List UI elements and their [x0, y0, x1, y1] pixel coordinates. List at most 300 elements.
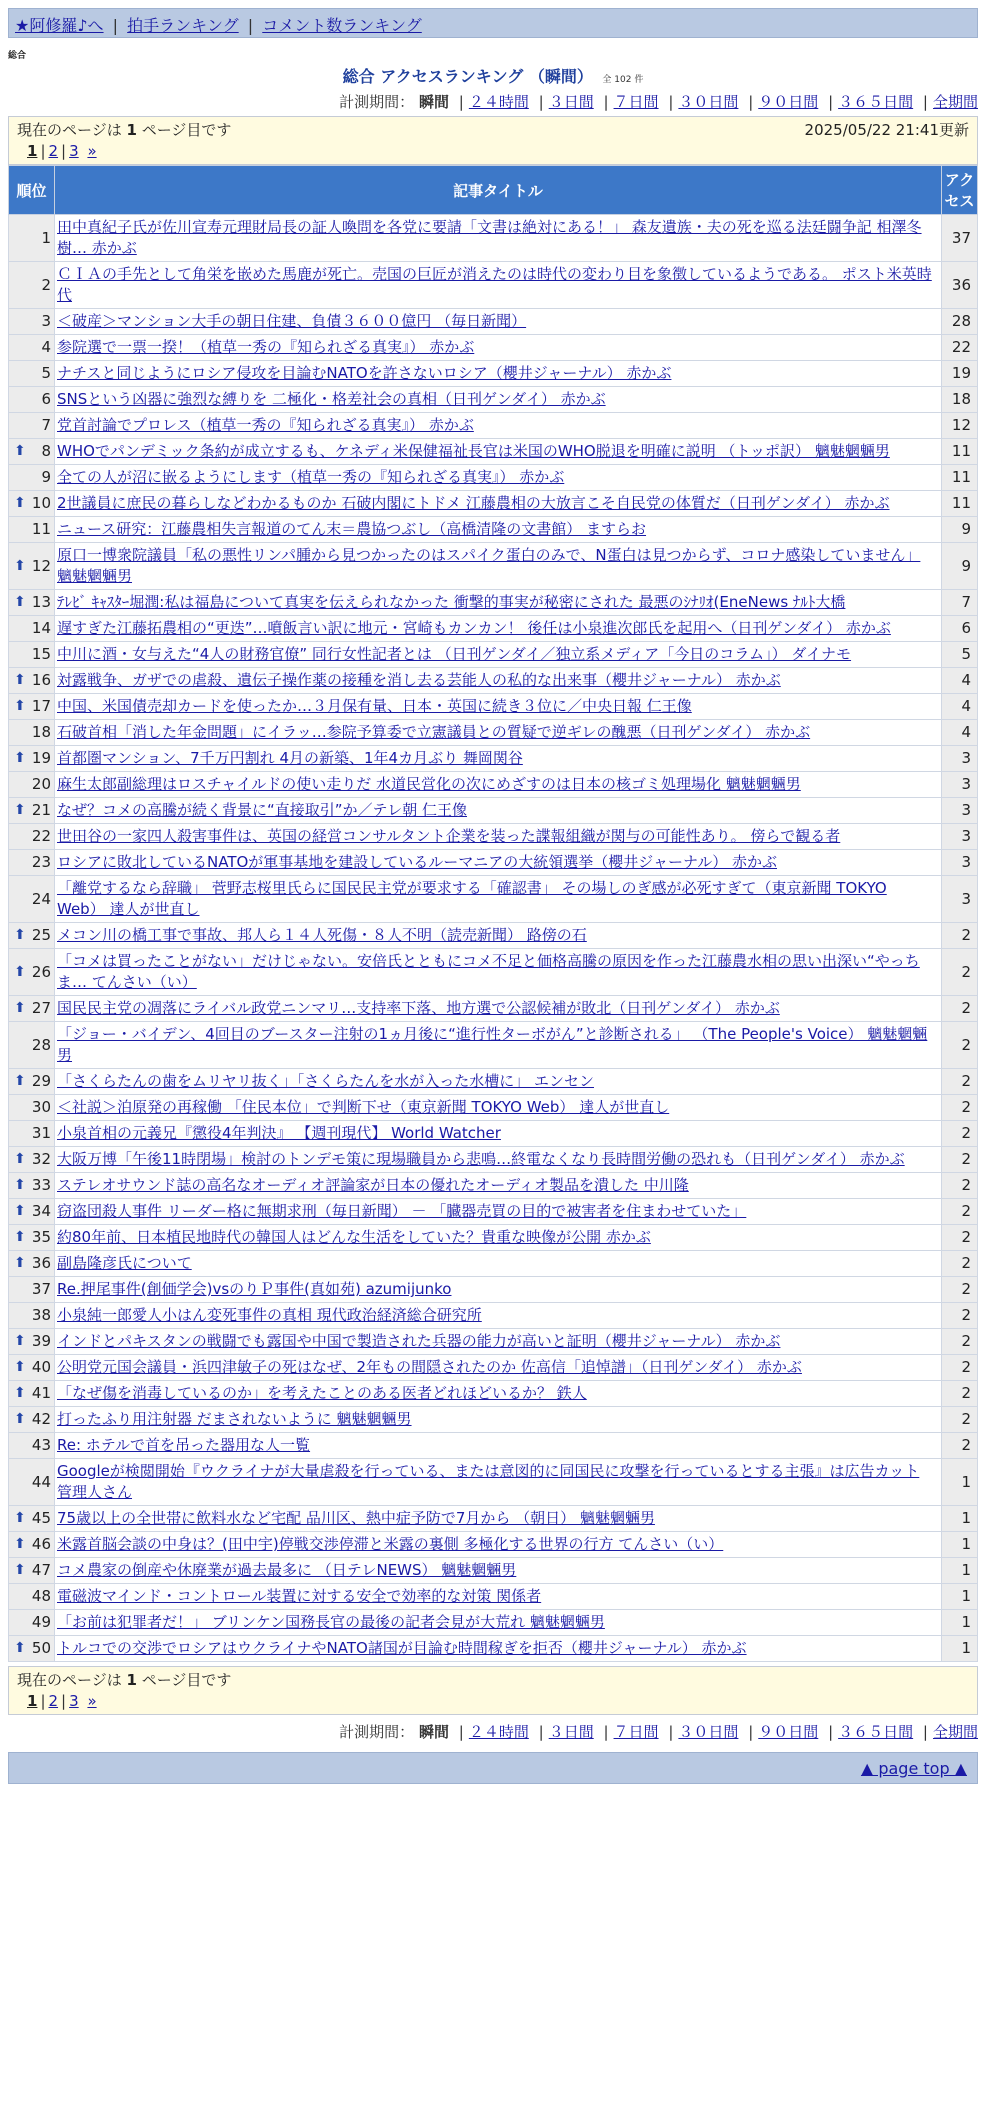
article-link[interactable]: ステレオサウンド誌の高名なオーディオ評論家が日本の優れたオーディオ製品を潰した 中川隆: [57, 1176, 689, 1194]
table-row: [9, 1095, 978, 1121]
title-cell: [55, 465, 942, 491]
rank-cell: [9, 720, 55, 746]
rank-cell: [9, 824, 55, 850]
access-count: 1: [942, 1636, 978, 1662]
updated-time: 2025/05/22 21:41更新: [804, 121, 969, 139]
rank-cell: [9, 491, 55, 517]
article-link[interactable]: 「さくらたんの歯をムリヤリ抜く」「さくらたんを水が入った水槽に」 エンセン: [57, 1072, 594, 1090]
access-count: 4: [942, 694, 978, 720]
article-link[interactable]: なぜ？コメの高騰が続く背景に“直接取引”か／テレ朝 仁王像: [57, 801, 468, 819]
table-row: [9, 1225, 978, 1251]
rank-cell: [9, 1199, 55, 1225]
table-row: [9, 772, 978, 798]
up-arrow-icon: ⬆: [14, 557, 26, 574]
rank-cell: [9, 465, 55, 491]
rank-number: 38: [31, 1306, 51, 1324]
table-row: [9, 215, 978, 262]
rank-number: 42: [31, 1410, 51, 1428]
period-label: 計測期間：: [339, 93, 415, 111]
table-row: [9, 262, 978, 309]
period-link-7d[interactable]: ７日間: [613, 93, 659, 111]
rank-number: 46: [31, 1535, 51, 1553]
access-count: 2: [942, 1381, 978, 1407]
table-row: [9, 824, 978, 850]
access-count: 3: [942, 798, 978, 824]
access-count: 37: [942, 215, 978, 262]
rank-cell: [9, 335, 55, 361]
rank-cell: [9, 1121, 55, 1147]
top-nav: [8, 8, 978, 38]
article-link[interactable]: ＜破産＞マンション大手の朝日住建、負債３６００億円 （毎日新聞）: [57, 312, 527, 330]
period-link-24h[interactable]: ２４時間: [468, 93, 529, 111]
title-cell: [55, 1277, 942, 1303]
rank-number: 4: [41, 338, 51, 356]
access-count: 7: [942, 590, 978, 616]
access-count: 22: [942, 335, 978, 361]
period-link-90d-bottom[interactable]: ９０日間: [758, 1723, 819, 1741]
access-count: 5: [942, 642, 978, 668]
rank-cell: [9, 1558, 55, 1584]
table-row: [9, 1407, 978, 1433]
table-row: [9, 616, 978, 642]
table-row: [9, 1251, 978, 1277]
rank-number: 2: [41, 275, 51, 294]
rank-number: 19: [31, 749, 51, 767]
nav-separator: |: [112, 16, 119, 35]
article-link[interactable]: ロシアに敗北しているNATOが軍事基地を建設しているルーマニアの大統領選挙（櫻井ジャーナル） 赤かぶ: [57, 853, 778, 871]
up-arrow-icon: ⬆: [14, 1255, 26, 1271]
period-link-3d[interactable]: ３日間: [548, 93, 594, 111]
title-cell: [55, 491, 942, 517]
access-count: 4: [942, 668, 978, 694]
article-link[interactable]: 打ったふり用注射器 だまされないように 魑魅魍魎男: [57, 1410, 412, 1428]
up-arrow-icon: ⬆: [14, 1177, 26, 1193]
article-link[interactable]: 75歳以上の全世帯に飲料水など宅配 品川区、熱中症予防で7月から （朝日） 魑魅魍魎男: [57, 1509, 655, 1527]
period-separator: |: [603, 93, 609, 111]
access-count: 2: [942, 1277, 978, 1303]
access-count: 3: [942, 824, 978, 850]
applause-ranking-link[interactable]: 拍手ランキング: [127, 16, 239, 35]
access-header: アクセス: [942, 166, 978, 215]
rank-number: 50: [31, 1639, 51, 1657]
footer-bar: [8, 1752, 978, 1784]
rank-number: 32: [31, 1150, 51, 1168]
article-link[interactable]: WHOでパンデミック条約が成立するも、ケネディ米保健福祉長官は米国のWHO脱退を明確に説明 （トッポ訳） 魑魅魍魎男: [57, 442, 890, 460]
title-cell: [55, 746, 942, 772]
article-link[interactable]: 石破首相「消した年金問題」にイラッ…参院予算委で立憲議員との質疑で逆ギレの醜悪（日刊ゲンダイ） 赤かぶ: [57, 723, 811, 741]
up-arrow-icon: ⬆: [14, 1000, 26, 1016]
access-count: 2: [942, 1199, 978, 1225]
title-cell: [55, 1173, 942, 1199]
table-row: [9, 746, 978, 772]
rank-number: 39: [31, 1332, 51, 1350]
access-count: 1: [942, 1584, 978, 1610]
category-label: 総合: [8, 51, 27, 61]
table-row: [9, 1199, 978, 1225]
article-link[interactable]: 首都圏マンション、7千万円割れ 4月の新築、1年4カ月ぶり 舞岡関谷: [57, 749, 523, 767]
article-link[interactable]: Re.押尾事件(創価学会)vsのりＰ事件(真如苑) azumijunko: [57, 1280, 452, 1298]
period-separator: |: [748, 93, 754, 111]
rank-cell: [9, 1381, 55, 1407]
article-link[interactable]: 中国、米国債売却カードを使ったか…３月保有量、日本・英国に続き３位に／中央日報 仁王像: [57, 697, 692, 715]
table-row: [9, 1277, 978, 1303]
up-arrow-icon: ⬆: [14, 443, 26, 459]
access-count: 2: [942, 949, 978, 996]
title-cell: [55, 616, 942, 642]
title-cell: [55, 413, 942, 439]
article-link[interactable]: 小泉首相の元義兄『懲役4年判決』 【週刊現代】 World Watcher: [57, 1124, 501, 1142]
article-link[interactable]: 公明党元国会議員・浜四津敏子の死はなぜ、2年もの間隠されたのか 佐高信「追悼譜」（日刊ゲンダイ） 赤かぶ: [57, 1358, 802, 1376]
table-row: [9, 798, 978, 824]
table-row: [9, 1329, 978, 1355]
page-link-3[interactable]: 3: [69, 142, 79, 160]
title-cell: [55, 949, 942, 996]
table-row: [9, 720, 978, 746]
access-count: 2: [942, 1251, 978, 1277]
rank-number: 43: [31, 1436, 51, 1454]
rank-header: 順位: [9, 166, 55, 215]
rank-cell: [9, 746, 55, 772]
rank-cell: [9, 590, 55, 616]
rank-cell: [9, 1095, 55, 1121]
title-cell: [55, 668, 942, 694]
table-row: [9, 1433, 978, 1459]
title-cell: [55, 996, 942, 1022]
article-link[interactable]: 窃盗団殺人事件 リーダー格に無期求刑（毎日新聞） － 「臓器売買の目的で被害者を住まわせていた」: [57, 1202, 747, 1220]
page-link-2[interactable]: 2: [48, 142, 59, 160]
article-link[interactable]: ニュース研究：江藤農相失言報道のてん末＝農協つぶし（高橋清隆の文書館） ますらお: [57, 520, 647, 538]
up-arrow-icon: ⬆: [14, 1411, 26, 1427]
rank-number: 48: [31, 1587, 51, 1605]
next-page-link-bottom[interactable]: »: [87, 1692, 97, 1710]
up-arrow-icon: ⬆: [14, 698, 26, 714]
title-cell: [55, 642, 942, 668]
page-top-link[interactable]: ▲ page top ▲: [860, 1759, 967, 1778]
access-count: 2: [942, 1407, 978, 1433]
table-row: [9, 1069, 978, 1095]
table-row: [9, 309, 978, 335]
rank-cell: [9, 1506, 55, 1532]
article-link[interactable]: ナチスと同じようにロシア侵攻を目論むNATOを許さないロシア（櫻井ジャーナル） 赤かぶ: [57, 364, 672, 382]
rank-number: 8: [41, 442, 51, 460]
rank-number: 15: [31, 645, 51, 663]
rank-number: 12: [31, 556, 51, 575]
period-link-90d[interactable]: ９０日間: [758, 93, 819, 111]
rank-number: 37: [31, 1280, 51, 1298]
rank-number: 44: [31, 1472, 51, 1491]
title-cell: [55, 850, 942, 876]
rank-cell: [9, 1251, 55, 1277]
access-count: 3: [942, 876, 978, 923]
rank-cell: [9, 616, 55, 642]
access-count: 2: [942, 1095, 978, 1121]
access-count: 4: [942, 720, 978, 746]
title-cell: [55, 1329, 942, 1355]
title-cell: [55, 1147, 942, 1173]
rank-cell: [9, 1173, 55, 1199]
rank-cell: [9, 1584, 55, 1610]
rank-cell: [9, 361, 55, 387]
period-link-24h-bottom[interactable]: ２４時間: [468, 1723, 529, 1741]
access-count: 1: [942, 1610, 978, 1636]
up-arrow-icon: ⬆: [14, 1385, 26, 1401]
title-cell: [55, 694, 942, 720]
table-row: [9, 491, 978, 517]
article-link[interactable]: 「コメは買ったことがない」だけじゃない。安倍氏とともにコメ不足と価格高騰の原因を作った江藤農水相の思い出深い“やっちま… てんさい（い）: [57, 952, 920, 991]
page-info-bottom: [8, 1666, 978, 1715]
page-1-current: 1: [27, 142, 38, 160]
rank-number: 9: [41, 468, 51, 486]
rank-number: 22: [31, 827, 51, 845]
article-link[interactable]: 2世議員に庶民の暮らしなどわかるものか 石破内閣にトドメ 江藤農相の大放言こそ自民党の体質だ（日刊ゲンダイ） 赤かぶ: [57, 494, 890, 512]
period-label-bottom: 計測期間：: [339, 1723, 415, 1741]
article-link[interactable]: 参院選で一票一揆！（植草一秀の『知られざる真実』） 赤かぶ: [57, 338, 475, 356]
page-link-3-bottom[interactable]: 3: [69, 1692, 79, 1710]
article-link[interactable]: 対露戦争、ガザでの虐殺、遺伝子操作薬の接種を消し去る芸能人の私的な出来事（櫻井ジャーナル） 赤かぶ: [57, 671, 781, 689]
title-cell: [55, 1095, 942, 1121]
rank-cell: [9, 413, 55, 439]
article-link[interactable]: 電磁波マインド・コントロール装置に対する安全で効率的な対策 関係者: [57, 1587, 542, 1605]
title-cell: [55, 1251, 942, 1277]
article-link[interactable]: 原口一博衆院議員「私の悪性リンパ腫から見つかったのはスパイク蛋白のみで、N蛋白は見つからず、コロナ感染していません」 魑魅魍魎男: [57, 546, 921, 585]
up-arrow-icon: ⬆: [14, 1536, 26, 1552]
ranking-table: [8, 165, 978, 1662]
article-link[interactable]: メコン川の橋工事で事故、邦人ら１４人死傷・８人不明（読売新聞） 路傍の石: [57, 926, 587, 944]
rank-number: 23: [31, 853, 51, 871]
ranking-body: [9, 215, 978, 1662]
access-count: 2: [942, 1121, 978, 1147]
rank-cell: [9, 642, 55, 668]
article-link[interactable]: SNSという凶器に強烈な縛りを 二極化・格差社会の真相（日刊ゲンダイ） 赤かぶ: [57, 390, 606, 408]
rank-number: 13: [31, 593, 51, 611]
up-arrow-icon: ⬆: [14, 963, 26, 980]
rank-number: 26: [31, 962, 51, 981]
rank-number: 27: [31, 999, 51, 1017]
period-link-365d-bottom[interactable]: ３６５日間: [838, 1723, 914, 1741]
up-arrow-icon: ⬆: [14, 1333, 26, 1349]
rank-number: 6: [41, 390, 51, 408]
article-link[interactable]: 世田谷の一家四人殺害事件は、英国の経営コンサルタント企業を装った諜報組織が関与の可能性あり。 傍らで観る者: [57, 827, 841, 845]
up-arrow-icon: ⬆: [14, 1640, 26, 1656]
rank-number: 3: [41, 312, 51, 330]
rank-number: 17: [31, 697, 51, 715]
table-row: [9, 1636, 978, 1662]
access-count: 2: [942, 1433, 978, 1459]
rank-number: 31: [31, 1124, 51, 1142]
period-separator: |: [828, 93, 834, 111]
article-link[interactable]: 中川に酒・女与えた“4人の財務官僚” 同行女性記者とは （日刊ゲンダイ／独立系メディア「今日のコラム」） ダイナモ: [57, 645, 852, 663]
up-arrow-icon: ⬆: [14, 1510, 26, 1526]
article-link[interactable]: 遅すぎた江藤拓農相の“更迭”…噴飯言い訳に地元・宮崎もカンカン！ 後任は小泉進次郎氏を起用へ（日刊ゲンダイ） 赤かぶ: [57, 619, 891, 637]
article-link[interactable]: 麻生太郎副総理はロスチャイルドの使い走りだ 水道民営化の次にめざすのは日本の核ゴミ処理場化 魑魅魍魎男: [57, 775, 801, 793]
article-link[interactable]: 約80年前、日本植民地時代の韓国人はどんな生活をしていた？貴重な映像が公開 赤かぶ: [57, 1228, 651, 1246]
rank-number: 24: [31, 889, 51, 908]
period-link-30d[interactable]: ３０日間: [678, 93, 739, 111]
title-cell: [55, 1355, 942, 1381]
current-page-text-bottom: 現在のページは 1 ページ目です: [17, 1671, 232, 1689]
rank-cell: [9, 996, 55, 1022]
access-count: 11: [942, 439, 978, 465]
rank-number: 34: [31, 1202, 51, 1220]
period-link-365d[interactable]: ３６５日間: [838, 93, 914, 111]
article-link[interactable]: 「離党するなら辞職」 菅野志桜里氏らに国民民主党が要求する「確認書」 その場しのぎ感が必死すぎて（東京新聞 TOKYO Web） 達人が世直し: [57, 879, 887, 918]
rank-number: 16: [31, 671, 51, 689]
article-link[interactable]: Googleが検閲開始『ウクライナが大量虐殺を行っている、または意図的に同国民に攻撃を行っているとする主張』は広告カット 管理人さん: [57, 1462, 920, 1501]
period-current: 瞬間: [418, 93, 449, 111]
title-cell: [55, 1225, 942, 1251]
table-row: [9, 1532, 978, 1558]
period-link-all-bottom[interactable]: 全期間: [932, 1723, 978, 1741]
title-cell: [55, 1303, 942, 1329]
article-link[interactable]: 全ての人が沼に嵌るようにします（植草一秀の『知られざる真実』） 赤かぶ: [57, 468, 565, 486]
rank-cell: [9, 1022, 55, 1069]
rank-cell: [9, 798, 55, 824]
article-link[interactable]: 副島隆彦氏について: [57, 1254, 192, 1272]
access-count: 6: [942, 616, 978, 642]
table-row: [9, 361, 978, 387]
period-link-3d-bottom[interactable]: ３日間: [548, 1723, 594, 1741]
rank-cell: [9, 876, 55, 923]
title-cell: [55, 772, 942, 798]
access-count: 11: [942, 491, 978, 517]
period-separator: |: [538, 93, 544, 111]
access-count: 1: [942, 1558, 978, 1584]
rank-number: 49: [31, 1613, 51, 1631]
title-cell: [55, 439, 942, 465]
title-cell: [55, 824, 942, 850]
access-count: 2: [942, 1069, 978, 1095]
article-link[interactable]: 「なぜ傷を消毒しているのか」を考えたことのある医者どれほどいるか？ 鉄人: [57, 1384, 587, 1402]
access-count: 9: [942, 543, 978, 590]
rank-number: 36: [31, 1254, 51, 1272]
article-link[interactable]: 大阪万博「午後11時閉場」検討のトンデモ策に現場職員から悲鳴…終電なくなり長時間労働の恐れも（日刊ゲンダイ） 赤かぶ: [57, 1150, 905, 1168]
period-link-7d-bottom[interactable]: ７日間: [613, 1723, 659, 1741]
rank-cell: [9, 949, 55, 996]
article-link[interactable]: 米露首脳会談の中身は？(田中宇)停戦交渉停滞と米露の裏側 多極化する世界の行方 てんさい（い）: [57, 1535, 724, 1553]
rank-number: 10: [31, 494, 51, 512]
title-cell: [55, 1022, 942, 1069]
rank-number: 47: [31, 1561, 51, 1579]
access-count: 2: [942, 1022, 978, 1069]
article-link[interactable]: インドとパキスタンの戦闘でも露国や中国で製造された兵器の能力が高いと証明（櫻井ジャーナル） 赤かぶ: [57, 1332, 781, 1350]
comment-ranking-link[interactable]: コメント数ランキング: [262, 16, 422, 35]
table-row: [9, 923, 978, 949]
title-cell: [55, 335, 942, 361]
title-cell: [55, 1558, 942, 1584]
table-row: [9, 642, 978, 668]
access-count: 12: [942, 413, 978, 439]
title-cell: [55, 1381, 942, 1407]
ranking-title: [8, 64, 978, 87]
article-link[interactable]: 「ジョー・バイデン、4回目のブースター注射の1ヵ月後に“進行性ターボがん”と診断される」 （The People's Voice） 魑魅魍魎男: [57, 1025, 928, 1064]
rank-cell: [9, 1069, 55, 1095]
article-link[interactable]: 「お前は犯罪者だ！」 ブリンケン国務長官の最後の記者会見が大荒れ 魑魅魍魎男: [57, 1613, 605, 1631]
article-link[interactable]: 党首討論でプロレス（植草一秀の『知られざる真実』） 赤かぶ: [57, 416, 474, 434]
rank-cell: [9, 1532, 55, 1558]
title-cell: [55, 215, 942, 262]
table-row: [9, 694, 978, 720]
rank-cell: [9, 1147, 55, 1173]
pagination-bottom: 1 | 2 | 3 »: [27, 1692, 97, 1710]
access-count: 19: [942, 361, 978, 387]
article-link[interactable]: ﾃﾚﾋﾞ ｷｬｽﾀｰ堀潤:私は福島について真実を伝えられなかった 衝撃的事実が秘密にされた 最悪のｼﾅﾘｵ(EneNews ﾅﾙﾄ大橋: [57, 593, 846, 611]
title-cell: [55, 543, 942, 590]
article-link[interactable]: トルコでの交渉でロシアはウクライナやNATO諸国が目論む時間稼ぎを拒否（櫻井ジャーナル） 赤かぶ: [57, 1639, 747, 1657]
title-cell: [55, 1610, 942, 1636]
table-row: [9, 1506, 978, 1532]
article-link[interactable]: 小泉純一郎愛人小はん変死事件の真相 現代政治経済総合研究所: [57, 1306, 482, 1324]
article-link[interactable]: ＜社説＞泊原発の再稼働 「住民本位」で判断下せ（東京新聞 TOKYO Web） 達人が世直し: [57, 1098, 670, 1116]
title-cell: [55, 1069, 942, 1095]
rank-cell: [9, 1355, 55, 1381]
rank-number: 33: [31, 1176, 51, 1194]
rank-number: 20: [31, 775, 51, 793]
rank-number: 18: [31, 723, 51, 741]
page-info-top: [8, 116, 978, 165]
access-count: 1: [942, 1532, 978, 1558]
article-link[interactable]: コメ農家の倒産や休廃業が過去最多に （日テレNEWS） 魑魅魍魎男: [57, 1561, 517, 1579]
access-count: 2: [942, 996, 978, 1022]
next-page-link[interactable]: »: [87, 142, 97, 160]
access-count: 28: [942, 309, 978, 335]
table-row: [9, 668, 978, 694]
access-count: 1: [942, 1506, 978, 1532]
title-cell: [55, 1506, 942, 1532]
access-count: 2: [942, 1303, 978, 1329]
table-row: [9, 996, 978, 1022]
rank-cell: [9, 1459, 55, 1506]
rank-cell: [9, 1636, 55, 1662]
title-cell: [55, 1584, 942, 1610]
period-link-30d-bottom[interactable]: ３０日間: [678, 1723, 739, 1741]
rank-cell: [9, 1303, 55, 1329]
article-link[interactable]: 国民民主党の凋落にライバル政党ニンマリ…支持率下落、地方選で公認候補が敗北（日刊ゲンダイ） 赤かぶ: [57, 999, 780, 1017]
up-arrow-icon: ⬆: [14, 1562, 26, 1578]
access-count: 3: [942, 746, 978, 772]
title-cell: [55, 876, 942, 923]
table-row: [9, 517, 978, 543]
page-link-2-bottom[interactable]: 2: [48, 1692, 59, 1710]
article-link[interactable]: ＣＩＡの手先として角栄を嵌めた馬鹿が死亡。売国の巨匠が消えたのは時代の変わり目を象徴しているようである。 ポスト米英時代: [57, 265, 932, 304]
title-cell: [55, 798, 942, 824]
rank-cell: [9, 543, 55, 590]
rank-cell: [9, 694, 55, 720]
ranking-title-text: 総合 アクセスランキング （瞬間）: [342, 67, 593, 86]
table-row: [9, 465, 978, 491]
rank-cell: [9, 1225, 55, 1251]
home-link[interactable]: ★阿修羅♪へ: [15, 16, 104, 35]
title-cell: [55, 720, 942, 746]
up-arrow-icon: ⬆: [14, 672, 26, 688]
article-link[interactable]: 田中真紀子氏が佐川宣寿元理財局長の証人喚問を各党に要請「文書は絶対にある！」 森友遺族・夫の死を巡る法廷闘争記 相澤冬樹… 赤かぶ: [57, 218, 922, 257]
table-row: [9, 335, 978, 361]
article-link[interactable]: Re: ホテルで首を吊った器用な人一覧: [57, 1436, 311, 1454]
access-count: 11: [942, 465, 978, 491]
table-header-row: [9, 166, 978, 215]
current-page-text: 現在のページは 1 ページ目です: [17, 121, 232, 139]
title-cell: [55, 1121, 942, 1147]
title-cell: [55, 387, 942, 413]
period-link-all[interactable]: 全期間: [932, 93, 978, 111]
access-count: 2: [942, 1173, 978, 1199]
rank-cell: [9, 850, 55, 876]
up-arrow-icon: ⬆: [14, 594, 26, 610]
nav-separator: |: [247, 16, 254, 35]
table-row: [9, 1584, 978, 1610]
rank-cell: [9, 1407, 55, 1433]
rank-cell: [9, 1610, 55, 1636]
table-row: [9, 1355, 978, 1381]
